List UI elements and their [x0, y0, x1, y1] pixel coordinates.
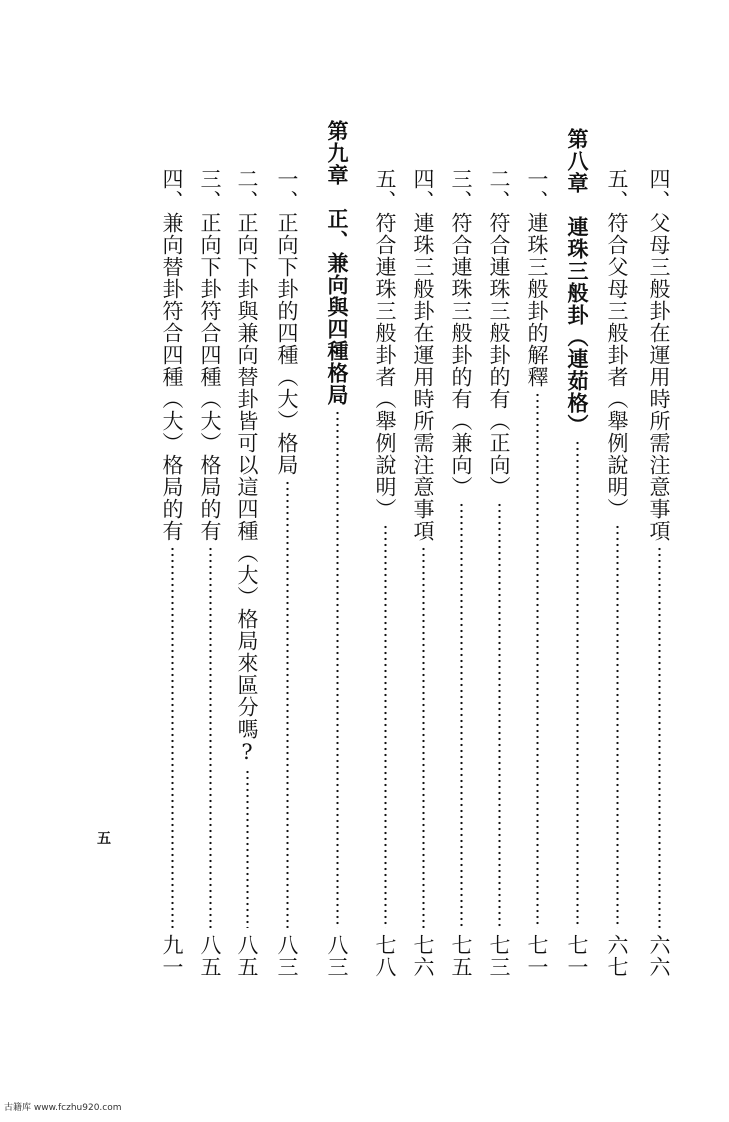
toc-chapter-heading	[322, 120, 352, 978]
toc-entry	[522, 168, 552, 978]
toc-entry-title: 四、兼向替卦符合四種（大）格局的有	[160, 168, 184, 542]
dot-leader	[246, 769, 249, 928]
footer-url: www.fczhu920.com	[33, 1103, 122, 1113]
page-number: 五	[97, 831, 111, 847]
dot-leader	[498, 502, 501, 928]
dot-leader	[209, 546, 212, 928]
toc-entry	[370, 168, 400, 978]
dot-leader	[384, 524, 387, 928]
toc-entry-page: 七八	[373, 934, 397, 978]
toc-entry-title: 四、連珠三般卦在運用時所需注意事項	[411, 168, 435, 542]
dot-leader	[536, 392, 539, 928]
toc-chapter-title: 第九章 正、兼向與四種格局	[325, 120, 350, 406]
toc-entry-title: 五、符合連珠三般卦者（舉例說明）	[373, 168, 397, 520]
dot-leader	[616, 524, 619, 928]
toc-entry-page: 八五	[235, 934, 259, 978]
toc-entry-page: 九一	[160, 934, 184, 978]
toc-entry	[157, 168, 187, 978]
toc-entry	[195, 168, 225, 978]
toc-entry-page: 七一	[525, 934, 549, 978]
toc-chapter-heading	[562, 128, 592, 978]
toc-entry-page: 六六	[647, 934, 671, 978]
watermark-footer	[4, 1100, 122, 1113]
toc-chapter-title: 第八章 連珠三般卦（連茹格）	[565, 128, 590, 436]
dot-leader	[576, 440, 579, 928]
toc-entry-page: 八三	[325, 934, 349, 978]
toc-entry-page: 七五	[449, 934, 473, 978]
toc-entry	[644, 168, 674, 978]
toc-entry-title: 三、正向下卦符合四種（大）格局的有	[198, 168, 222, 542]
toc-entry-title: 五、符合父母三般卦者（舉例說明）	[605, 168, 629, 520]
dot-leader	[171, 546, 174, 928]
dot-leader	[460, 502, 463, 928]
toc-entry-title: 一、正向下卦的四種（大）格局	[275, 168, 299, 476]
toc-entry	[484, 168, 514, 978]
dot-leader	[422, 546, 425, 928]
toc-entry	[272, 168, 302, 978]
toc-entry-title: 三、符合連珠三般卦的有（兼向）	[449, 168, 473, 498]
toc-entry	[446, 168, 476, 978]
toc-entry	[602, 168, 632, 978]
toc-entry-page: 八五	[198, 934, 222, 978]
footer-site-name: 古籍库	[4, 1103, 32, 1113]
toc-entry	[232, 168, 262, 978]
toc-entry	[408, 168, 438, 978]
dot-leader	[286, 480, 289, 928]
toc-entry-page: 七一	[565, 934, 589, 978]
toc-entry-title: 二、正向下卦與兼向替卦皆可以這四種（大）格局來區分嗎?	[235, 168, 259, 765]
toc-entry-page: 八三	[275, 934, 299, 978]
toc-entry-title: 一、連珠三般卦的解釋	[525, 168, 549, 388]
toc-entry-page: 六七	[605, 934, 629, 978]
toc-entry-title: 二、符合連珠三般卦的有（正向）	[487, 168, 511, 498]
dot-leader	[658, 546, 661, 928]
toc-entry-page: 七六	[411, 934, 435, 978]
toc-entry-title: 四、父母三般卦在運用時所需注意事項	[647, 168, 671, 542]
toc-entry-page: 七三	[487, 934, 511, 978]
dot-leader	[336, 410, 339, 928]
